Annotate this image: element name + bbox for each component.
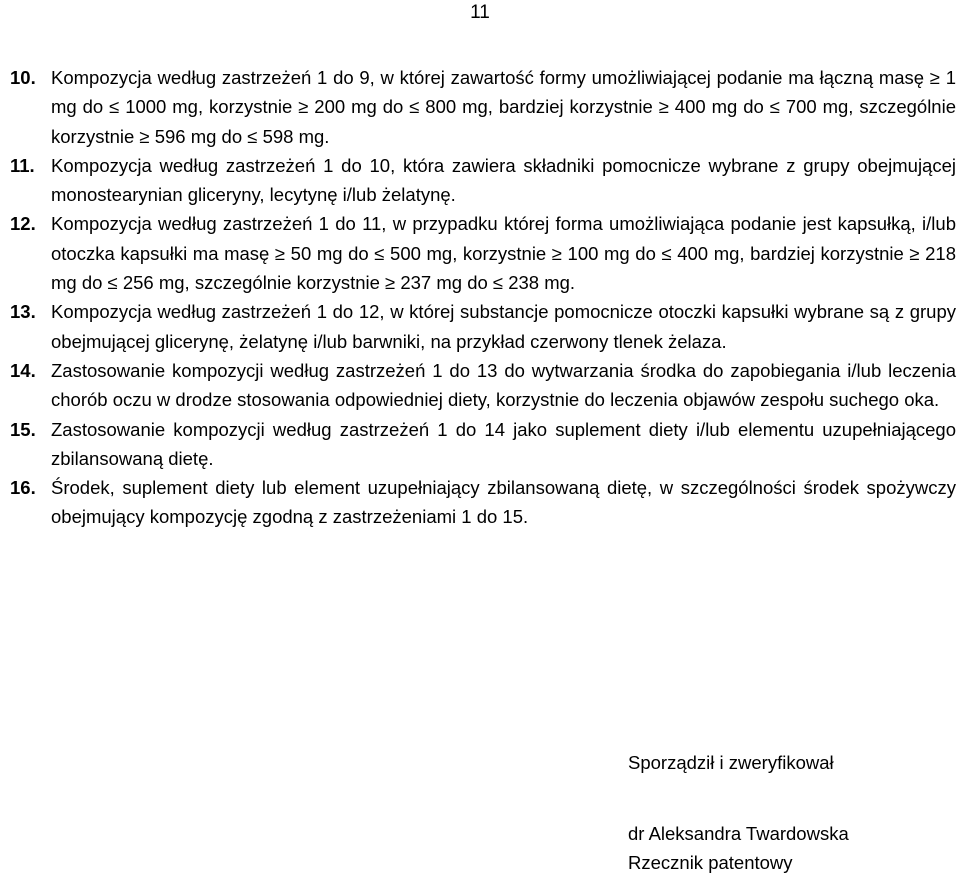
claim-number: 11. <box>10 154 35 176</box>
signature-title: Rzecznik patentowy <box>628 852 793 873</box>
claim-15 <box>10 415 956 474</box>
signature-label: Sporządził i zweryfikował <box>628 752 834 773</box>
signature-block <box>628 748 948 877</box>
claim-text: Zastosowanie kompozycji według zastrzeżeń 1 do 14 jako suplement diety i/lub elementu uzupełniającego zbilansowaną dietę. <box>51 418 956 469</box>
signature-name: dr Aleksandra Twardowska <box>628 823 849 844</box>
claim-13 <box>10 297 956 356</box>
claim-text: Kompozycja według zastrzeżeń 1 do 10, która zawiera składniki pomocnicze wybrane z grupy obejmującej monostearynian gliceryny, lecytynę i/lub żelatynę. <box>51 154 956 206</box>
claim-number: 10. <box>10 67 36 88</box>
claim-text: Kompozycja według zastrzeżeń 1 do 12, w której substancje pomocnicze otoczki kapsułki wybrane są z grupy obejmującej glicerynę, żelatynę i/lub barwniki, na przykład czerwony tlenek żelaza. <box>51 301 956 352</box>
claim-number: 12. <box>10 213 36 235</box>
claim-12 <box>10 209 956 297</box>
claim-text: Kompozycja według zastrzeżeń 1 do 9, w której zawartość formy umożliwiającej podanie ma łączną masę ≥ 1 mg do ≤ 1000 mg, korzystnie ≥ 200 mg do ≤ 800 mg, bardziej korzystnie ≥ 400 mg do ≤ 700 mg, szczególnie korzystnie ≥ 596 mg do ≤ 598 mg. <box>51 67 956 147</box>
claim-10 <box>10 63 956 151</box>
claim-text: Zastosowanie kompozycji według zastrzeżeń 1 do 13 do wytwarzania środka do zapobiegania i/lub leczenia chorób oczu w drodze stosowania odpowiedniej diety, korzystnie do leczenia objawów zespołu suchego oka. <box>51 359 956 411</box>
signature-gap <box>628 777 948 819</box>
claim-14 <box>10 356 956 415</box>
claim-16 <box>10 473 956 532</box>
claim-number: 13. <box>10 301 36 323</box>
claims-list <box>10 63 956 532</box>
page-number: 11 <box>470 2 490 23</box>
claim-11 <box>10 151 956 210</box>
claim-text: Środek, suplement diety lub element uzupełniający zbilansowaną dietę, w szczególności środek spożywczy obejmujący kompozycję zgodną z zastrzeżeniami 1 do 15. <box>51 477 956 528</box>
claim-number: 16. <box>10 477 36 499</box>
claim-text: Kompozycja według zastrzeżeń 1 do 11, w przypadku której forma umożliwiająca podanie jest kapsułką, i/lub otoczka kapsułki ma masę ≥ 50 mg do ≤ 500 mg, korzystnie ≥ 100 mg do ≤ 400 mg, bardziej korzystnie ≥ 218 mg do ≤ 256 mg, szczególnie korzystnie ≥ 237 mg do ≤ 238 mg. <box>51 213 956 294</box>
claim-number: 15. <box>10 418 36 440</box>
claim-number: 14. <box>10 359 36 381</box>
